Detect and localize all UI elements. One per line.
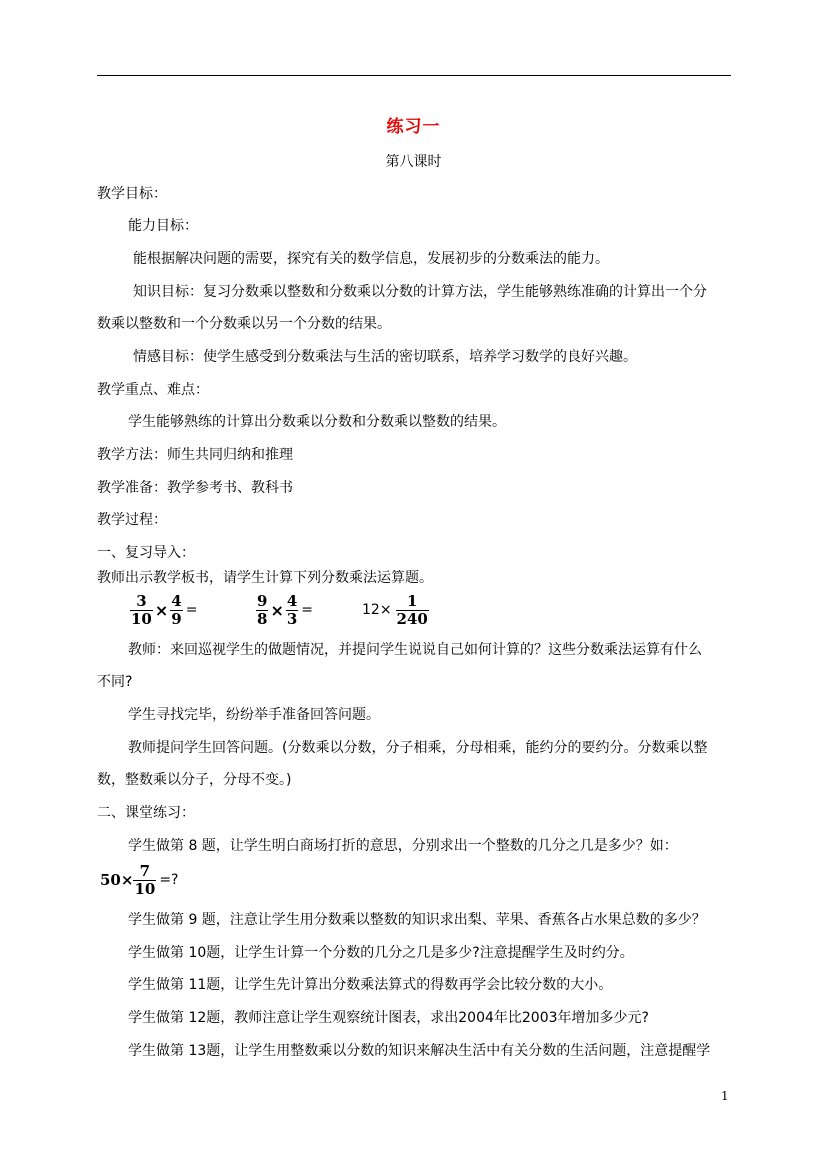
expression-3: [362, 590, 429, 630]
fraction: $\frac{9}{8}$: [257, 591, 268, 628]
text-line: 教学方法：师生共同归纳和推理: [97, 447, 293, 463]
text-line: 教师：来回巡视学生的做题情况，并提问学生说说自己如何计算的？这些分数乘法运算有什么: [128, 642, 702, 658]
text-line: 能力目标：: [128, 218, 198, 234]
equals-question: =?: [159, 872, 179, 888]
equals-sign: =: [185, 602, 198, 618]
times-sign: ×: [154, 600, 169, 620]
expression-2: [256, 590, 313, 630]
integer-factor: 12×: [362, 602, 392, 618]
text-line: 教学重点、难点：: [97, 382, 209, 398]
text-line: 数乘以整数和一个分数乘以另一个分数的结果。: [97, 316, 391, 332]
text-line: 教学准备：教学参考书、教科书: [97, 480, 293, 496]
page-title: 练习一: [386, 117, 441, 137]
text-line: 数，整数乘以分子，分母不变。): [97, 772, 292, 788]
text-line: 情感目标：使学生感受到分数乘法与生活的密切联系，培养学习数学的良好兴趣。: [133, 349, 637, 365]
fraction: $\frac{4}{3}$: [286, 591, 298, 628]
times-sign: ×: [270, 600, 284, 620]
text-line: 教师提问学生回答问题。(分数乘以分数，分子相乘，分母相乘，能约分的要约分。分数乘以整: [128, 740, 708, 756]
equals-sign: =: [301, 602, 314, 618]
text-line: 教学目标：: [97, 186, 167, 202]
text-line: 一、复习导入：: [97, 545, 195, 561]
text-line: 学生做第 11题，让学生先计算出分数乘法算式的得数再学会比较分数的大小。: [128, 977, 613, 993]
text-line: 教学过程：: [97, 512, 167, 528]
text-line: 学生寻找完毕，纷纷举手准备回答问题。: [128, 707, 380, 723]
fraction: $\frac{1}{240}$: [396, 591, 428, 628]
page-number: 1: [721, 1089, 729, 1103]
text-line: 教师出示教学板书，请学生计算下列分数乘法运算题。: [97, 570, 433, 586]
text-line: 学生做第 12题，教师注意让学生观察统计图表，求出2004年比2003年增加多少元?: [128, 1010, 649, 1026]
fraction: $\frac{3}{10}$: [131, 591, 152, 628]
text-line: 学生做第 10题，让学生计算一个分数的几分之几是多少?注意提醒学生及时约分。: [128, 945, 634, 961]
text-line: 学生做第 8 题，让学生明白商场打折的意思，分别求出一个整数的几分之几是多少？如：: [128, 838, 678, 854]
text-line: 学生做第 9 题，注意让学生用分数乘以整数的知识求出梨、苹果、香蕉各占水果总数的多少？: [128, 912, 706, 928]
text-line: 不同?: [97, 674, 133, 690]
text-line: 能根据解决问题的需要，探究有关的数学信息，发展初步的分数乘法的能力。: [133, 251, 609, 267]
lesson-subtitle: 第八课时: [385, 154, 442, 170]
fraction: $\frac{4}{9}$: [171, 591, 182, 628]
text-line: 知识目标：复习分数乘以整数和分数乘以分数的计算方法，学生能够熟练准确的计算出一个分: [133, 284, 707, 300]
fraction: $\frac{7}{10}$: [134, 861, 156, 898]
example-expression: [100, 860, 179, 900]
text-line: 学生能够熟练的计算出分数乘以分数和分数乘以整数的结果。: [128, 414, 506, 430]
text-line: 二、课堂练习：: [97, 805, 195, 821]
text-line: 学生做第 13题，让学生用整数乘以分数的知识来解决生活中有关分数的生活问题，注意提醒学: [128, 1043, 711, 1059]
review-expressions: [128, 590, 548, 630]
integer-factor: 50×: [100, 871, 134, 889]
expression-1: [130, 590, 197, 630]
header-rule: [97, 75, 731, 76]
